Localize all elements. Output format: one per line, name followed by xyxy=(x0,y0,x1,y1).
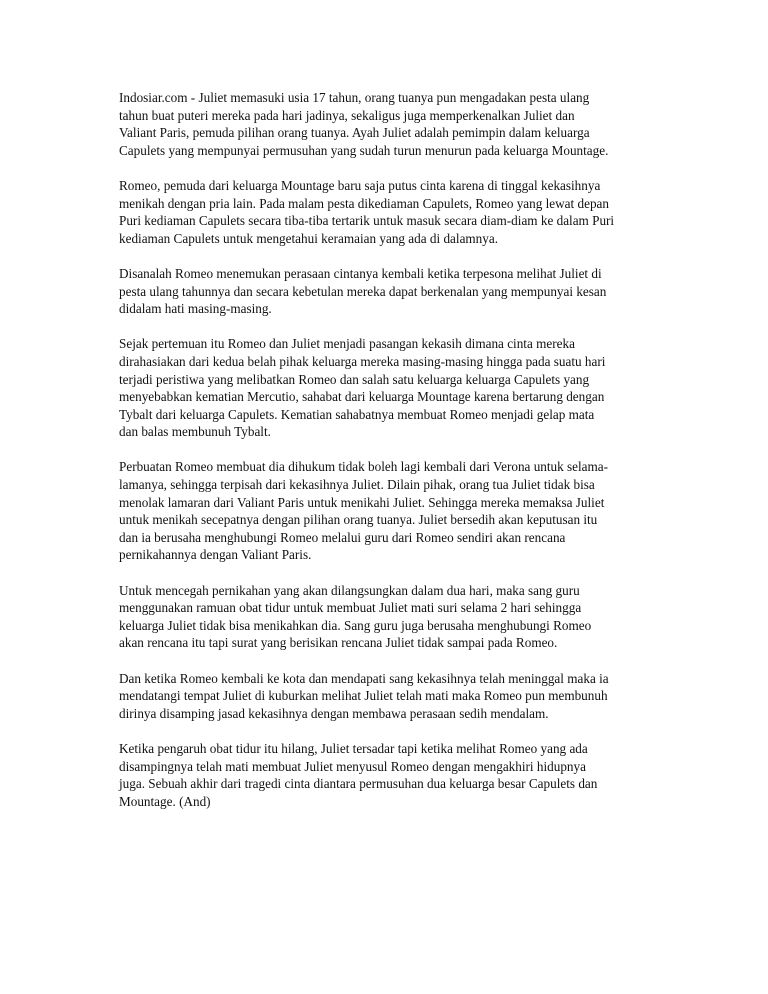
document-page xyxy=(119,89,659,828)
paragraph-6: Untuk mencegah pernikahan yang akan dilangsungkan dalam dua hari, maka sang guru menggunakan ramuan obat tidur untuk membuat Juliet mati suri selama 2 hari sehingga keluarga Juliet tidak bisa menikahkan dia. Sang guru juga berusaha menghubungi Romeo akan rencana itu tapi surat yang berisikan rencana Juliet tidak sampai pada Romeo. xyxy=(119,582,592,651)
paragraph-2: Romeo, pemuda dari keluarga Mountage baru saja putus cinta karena di tinggal kekasihnya menikah dengan pria lain. Pada malam pesta dikediaman Capulets, Romeo yang lewat depan Puri kediaman Capulets secara tiba-tiba tertarik untuk masuk secara diam-diam ke dalam Puri kediaman Capulets untuk mengetahui keramaian yang ada di dalamnya. xyxy=(119,177,615,246)
paragraph-5: Perbuatan Romeo membuat dia dihukum tidak boleh lagi kembali dari Verona untuk selama- lamanya, sehingga terpisah dari kekasihnya Juliet. Dilain pihak, orang tua Juliet tidak bisa menolak lamaran dari Valiant Paris untuk menikahi Juliet. Sehingga mereka memaksa Juliet untuk menikah secepatnya dengan pilihan orang tuanya. Juliet bersedih akan keputusan itu dan ia berusaha menghubungi Romeo melalui guru dari Romeo sendiri akan rencana pernikahannya dengan Valiant Paris. xyxy=(119,459,609,563)
paragraph-7: Dan ketika Romeo kembali ke kota dan mendapati sang kekasihnya telah meninggal maka ia mendatangi tempat Juliet di kuburkan melihat Juliet telah mati maka Romeo pun membunuh dirinya disamping jasad kekasihnya dengan membawa perasaan sedih mendalam. xyxy=(119,670,609,721)
paragraph-1: Indosiar.com - Juliet memasuki usia 17 tahun, orang tuanya pun mengadakan pesta ulang tahun buat puteri mereka pada hari jadinya, sekaligus juga memperkenalkan Juliet dan Valiant Paris, pemuda pilihan orang tuanya. Ayah Juliet adalah pemimpin dalam keluarga Capulets yang mempunyai permusuhan yang sudah turun menurun pada keluarga Mountage. xyxy=(119,90,609,158)
paragraph-3: Disanalah Romeo menemukan perasaan cintanya kembali ketika terpesona melihat Juliet di pesta ulang tahunnya dan secara kebetulan mereka dapat berkenalan yang mempunyai kesan didalam hati masing-masing. xyxy=(119,265,607,317)
paragraph-8: Ketika pengaruh obat tidur itu hilang, Juliet tersadar tapi ketika melihat Romeo yang ada disampingnya telah mati membuat Juliet menyusul Romeo dengan mengakhiri hidupnya juga. Sebuah akhir dari tragedi cinta diantara permusuhan dua keluarga besar Capulets dan Mountage. (And) xyxy=(119,740,598,809)
paragraph-4: Sejak pertemuan itu Romeo dan Juliet menjadi pasangan kekasih dimana cinta mereka dirahasiakan dari kedua belah pihak keluarga mereka masing-masing hingga pada suatu hari terjadi peristiwa yang melibatkan Romeo dan salah satu keluarga keluarga Capulets yang menyebabkan kematian Mercutio, sahabat dari keluarga Mountage karena bertarung dengan Tybalt dari keluarga Capulets. Kematian sahabatnya membuat Romeo menjadi gelap mata dan balas membunuh Tybalt. xyxy=(119,336,606,440)
